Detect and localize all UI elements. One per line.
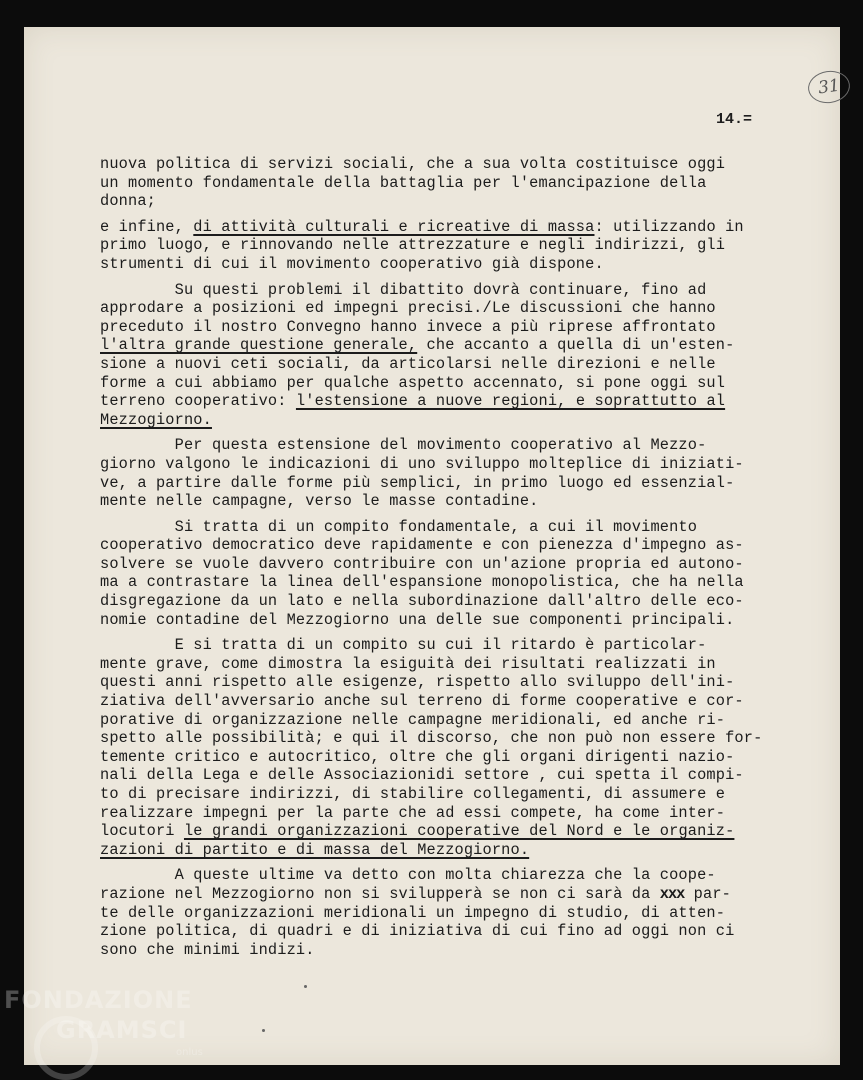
text-line: realizzare impegni per la parte che ad essi compete, ha come inter-: [100, 803, 726, 822]
text-line: un momento fondamentale della battaglia per l'emancipazione della: [100, 173, 707, 192]
text-line: strumenti di cui il movimento cooperativo già dispone.: [100, 254, 604, 273]
text-line: cooperativo democratico deve rapidamente e con pienezza d'impegno as-: [100, 536, 744, 555]
text-line: [100, 411, 790, 430]
text-line: te delle organizzazioni meridionali un impegno di studio, di atten-: [100, 903, 726, 922]
text-line: spetto alle possibilità; e qui il discorso, che non può non essere for-: [100, 729, 763, 748]
text-line: nomie contadine del Mezzogiorno una delle sue componenti principali.: [100, 610, 735, 629]
text-line: disgregazione da un lato e nella subordinazione dall'altro delle eco-: [100, 592, 744, 611]
text-line: preceduto il nostro Convegno hanno invece a più riprese affrontato: [100, 317, 716, 336]
underlined-phrase: l'altra grande questione generale,: [100, 336, 418, 355]
text-line: mente nelle campagne, verso le masse contadine.: [100, 492, 539, 511]
text-line: approdare a posizioni ed impegni precisi./Le discussioni che hanno: [100, 299, 716, 318]
text-line: Su questi problemi il dibattito dovrà continuare, fino ad: [100, 280, 707, 299]
underlined-phrase: l'estensione a nuove regioni, e soprattutto al: [295, 392, 726, 411]
watermark-line-1: FONDAZIONE: [4, 986, 193, 1014]
text-line: l'altra grande questione generale, che accanto a quella di un'esten-: [100, 336, 735, 355]
text-line: porative di organizzazione nelle campagne meridionali, ed anche ri-: [100, 710, 726, 729]
text-line: giorno valgono le indicazioni di uno sviluppo molteplice di iniziati-: [100, 454, 744, 473]
text-line: to di precisare indirizzi, di stabilire collegamenti, di assumere e: [100, 785, 726, 803]
text-line: Si tratta di un compito fondamentale, a cui il movimento: [100, 517, 698, 536]
stray-ink-mark: [262, 1029, 265, 1032]
text-line: mente grave, come dimostra la esiguità dei risultati realizzati in: [100, 654, 716, 673]
watermark-line-2: GRAMSCI: [56, 1016, 188, 1044]
stray-ink-mark: [304, 985, 307, 988]
text-line: ziativa dell'avversario anche sul terreno di forme cooperative e cor-: [100, 692, 744, 711]
text-line: ma a contrastare la linea dell'espansione monopolistica, che ha nella: [100, 573, 744, 592]
text-line: solvere se vuole davvero contribuire con un'azione propria ed autono-: [100, 554, 744, 573]
text-line: primo luogo, e rinnovando nelle attrezzature e negli indirizzi, gli: [100, 236, 726, 255]
text-line: ve, a partire dalle forme più semplici, in primo luogo ed essenzial-: [100, 473, 735, 492]
watermark-suffix: onlus: [176, 1047, 203, 1058]
underlined-phrase: le grandi organizzazioni cooperative del Nord e le organiz-: [183, 822, 735, 841]
page-number: 14.=: [716, 111, 753, 128]
text-line: [100, 841, 790, 860]
text-line: sione a nuovi ceti sociali, da articolarsi nelle direzioni e nelle: [100, 354, 716, 373]
text-line: nali della Lega e delle Associazionidi settore , cui spetta il compi-: [100, 766, 744, 785]
text-line: razione nel Mezzogiorno non si svilupperà se non ci sarà da xxx par-: [100, 884, 731, 903]
text-line: sono che minimi indizi.: [100, 940, 315, 959]
struck-out-characters: xxx: [659, 884, 685, 903]
text-line: Per questa estensione del movimento cooperativo al Mezzo-: [100, 436, 707, 455]
text-line: zione politica, di quadri e di iniziativa di cui fino ad oggi non ci: [100, 922, 735, 941]
text-line: donna;: [100, 192, 156, 211]
underlined-phrase: Mezzogiorno.: [100, 410, 212, 429]
text-line: locutori le grandi organizzazioni cooperative del Nord e le organiz-: [100, 822, 735, 841]
underlined-phrase: di attività culturali e ricreative di massa: [193, 217, 595, 236]
body-text: [100, 155, 790, 959]
text-line: A queste ultime va detto con molta chiarezza che la coope-: [100, 866, 716, 885]
underlined-phrase: zazioni di partito e di massa del Mezzogiorno.: [100, 840, 530, 859]
archive-folio-number: 31: [806, 68, 852, 106]
text-line: temente critico e autocritico, oltre che gli organi dirigenti nazio-: [100, 747, 735, 766]
text-line: terreno cooperativo: l'estensione a nuove regioni, e soprattutto al: [100, 392, 726, 411]
text-line: forme a cui abbiamo per qualche aspetto accennato, si pone oggi sul: [100, 373, 726, 392]
text-line: E si tratta di un compito su cui il ritardo è particolar-: [100, 636, 707, 655]
watermark-logo-icon: [34, 1016, 98, 1080]
fondazione-gramsci-watermark: [4, 985, 193, 1045]
text-line: questi anni rispetto alle esigenze, rispetto allo sviluppo dell'ini-: [100, 673, 735, 692]
text-line: nuova politica di servizi sociali, che a sua volta costituisce oggi: [100, 155, 726, 173]
text-line: e infine, di attività culturali e ricreative di massa: utilizzando in: [100, 217, 744, 236]
